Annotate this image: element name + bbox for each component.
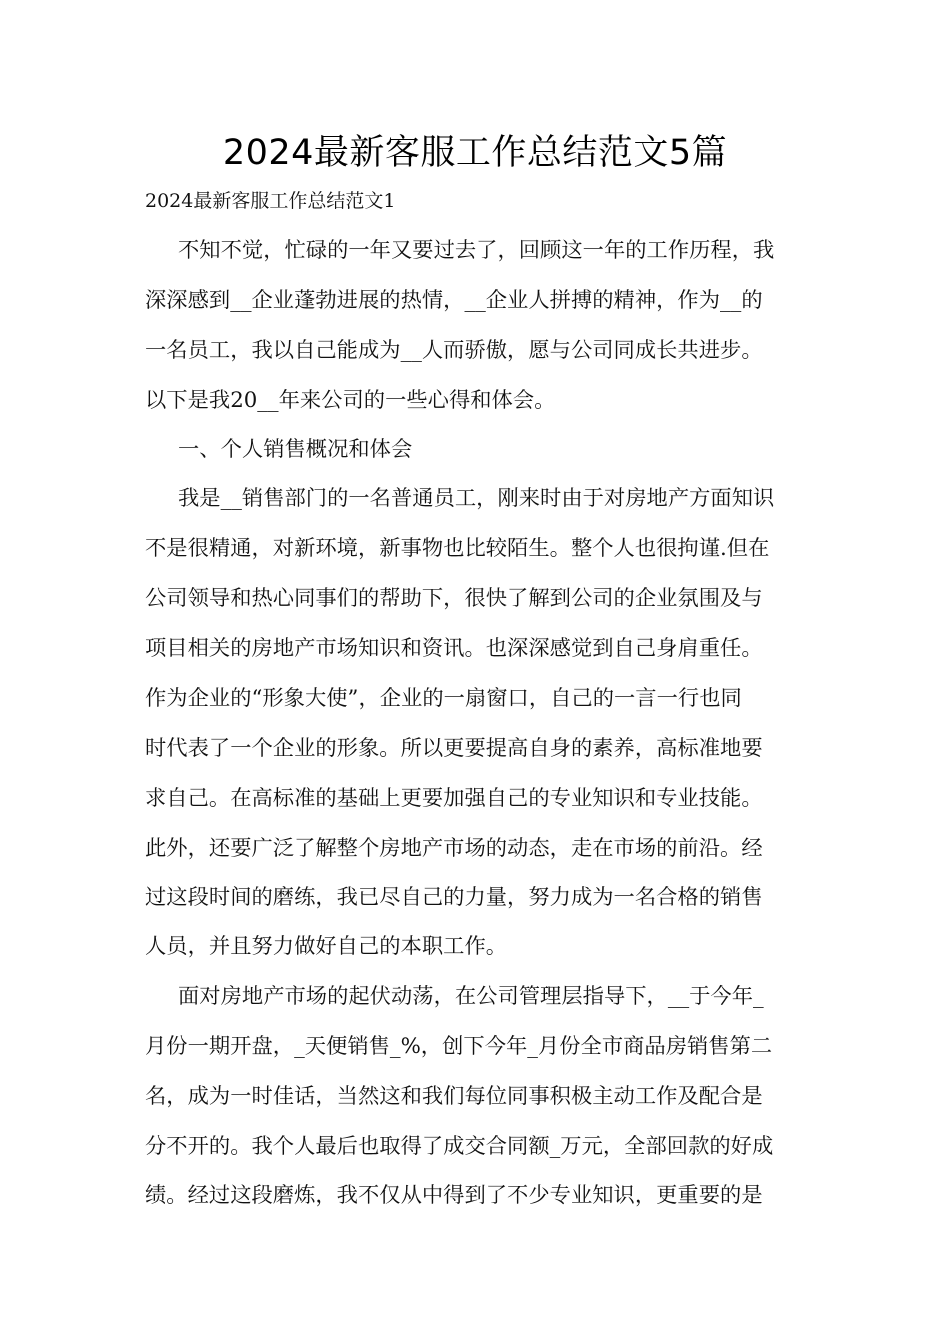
paragraph-line: 求自己。在高标准的基础上更要加强自己的专业知识和专业技能。 [145, 786, 763, 811]
paragraph-line: 此外，还要广泛了解整个房地产市场的动态，走在市场的前沿。经 [145, 836, 763, 861]
paragraph-line: 人员，并且努力做好自己的本职工作。 [145, 934, 508, 959]
paragraph-line: 不是很精通，对新环境，新事物也比较陌生。整个人也很拘谨.但在 [145, 536, 770, 561]
paragraph-line: 以下是我20__年来公司的一些心得和体会。 [145, 388, 556, 413]
section-heading: 2024最新客服工作总结范文1 [145, 190, 396, 212]
paragraph-line: 面对房地产市场的起伏动荡，在公司管理层指导下，__于今年_ [178, 984, 764, 1009]
paragraph-line: 名，成为一时佳话，当然这和我们每位同事积极主动工作及配合是 [145, 1084, 763, 1109]
paragraph-line: 作为企业的“形象大使”，企业的一扇窗口，自己的一言一行也同 [145, 686, 742, 711]
paragraph-line: 公司领导和热心同事们的帮助下，很快了解到公司的企业氛围及与 [145, 586, 763, 611]
paragraph-line: 分不开的。我个人最后也取得了成交合同额_万元，全部回款的好成 [145, 1134, 774, 1159]
subsection-heading: 一、个人销售概况和体会 [178, 437, 413, 462]
paragraph-line: 月份一期开盘，_天便销售_%，创下今年_月份全市商品房销售第二 [145, 1034, 773, 1059]
paragraph-line: 项目相关的房地产市场知识和资讯。也深深感觉到自己身肩重任。 [145, 636, 763, 661]
paragraph-line: 时代表了一个企业的形象。所以更要提高自身的素养，高标准地要 [145, 736, 763, 761]
paragraph-line: 我是__销售部门的一名普通员工，刚来时由于对房地产方面知识 [178, 486, 775, 511]
paragraph-line: 过这段时间的磨练，我已尽自己的力量，努力成为一名合格的销售 [145, 885, 763, 910]
paragraph-line: 不知不觉，忙碌的一年又要过去了，回顾这一年的工作历程，我 [178, 238, 775, 263]
document-title: 2024最新客服工作总结范文5篇 [222, 133, 728, 173]
paragraph-line: 一名员工，我以自己能成为__人而骄傲，愿与公司同成长共进步。 [145, 338, 763, 363]
paragraph-line: 绩。经过这段磨炼，我不仅从中得到了不少专业知识，更重要的是 [145, 1183, 763, 1208]
paragraph-line: 深深感到__企业蓬勃进展的热情，__企业人拼搏的精神，作为__的 [145, 288, 763, 313]
